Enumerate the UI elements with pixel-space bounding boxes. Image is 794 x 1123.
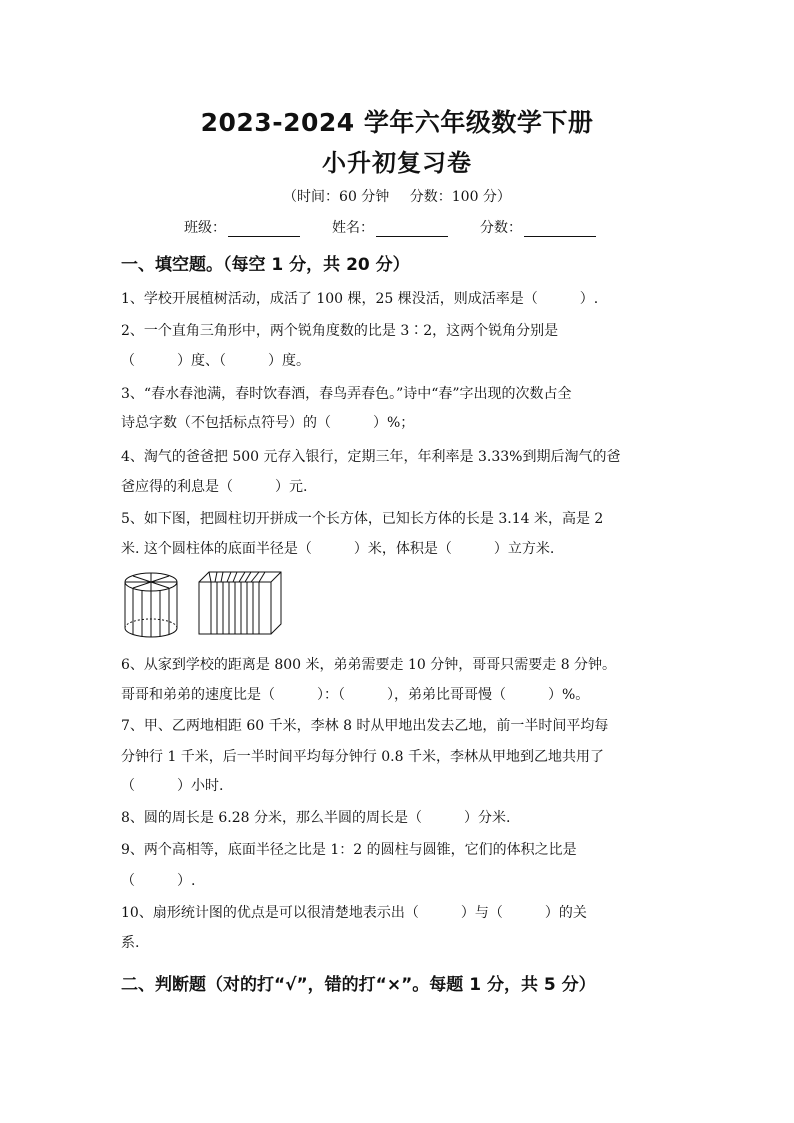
question-3-line-1: 3、“春水春池满，春时饮春酒，春鸟弄春色。”诗中“春”字出现的次数占全 xyxy=(121,386,572,402)
question-2-line-2: （ ）度、（ ）度。 xyxy=(121,353,310,369)
name-label: 姓名： xyxy=(332,220,374,236)
question-2-line-1: 2、一个直角三角形中，两个锐角度数的比是 3∶2，这两个锐角分别是 xyxy=(121,323,559,339)
question-7-line-2: 分钟行 1 千米，后一半时间平均每分钟行 0.8 千米，李林从甲地到乙地共用了 xyxy=(121,749,604,765)
section-heading-fill-in: 一、填空题。（每空 1 分，共 20 分） xyxy=(121,255,410,275)
class-label: 班级： xyxy=(184,220,226,236)
class-field xyxy=(184,217,300,237)
class-blank[interactable] xyxy=(228,221,300,237)
question-10-line-1: 10、扇形统计图的优点是可以很清楚地表示出（ ）与（ ）的关 xyxy=(121,905,587,921)
time-limit: （时间：60 分钟 xyxy=(283,189,390,205)
question-4-line-1: 4、淘气的爸爸把 500 元存入银行，定期三年，年利率是 3.33%到期后淘气的爸 xyxy=(121,449,621,465)
question-6-line-1: 6、从家到学校的距离是 800 米，弟弟需要走 10 分钟，哥哥只需要走 8 分钟。 xyxy=(121,657,617,673)
name-field xyxy=(332,217,448,237)
score-label: 分数： xyxy=(480,220,522,236)
exam-meta xyxy=(0,186,794,206)
question-6-line-2: 哥哥和弟弟的速度比是（ ）：（ ），弟弟比哥哥慢（ ）%。 xyxy=(121,687,590,703)
question-5-line-1: 5、如下图，把圆柱切开拼成一个长方体，已知长方体的长是 3.14 米，高是 2 xyxy=(121,511,604,527)
question-5-line-2: 米. 这个圆柱体的底面半径是（ ）米，体积是（ ）立方米. xyxy=(121,541,555,557)
question-9-line-1: 9、两个高相等，底面半径之比是 1：2 的圆柱与圆锥，它们的体积之比是 xyxy=(121,842,577,858)
question-7-line-1: 7、甲、乙两地相距 60 千米，李林 8 时从甲地出发去乙地，前一半时间平均每 xyxy=(121,718,609,734)
score-blank[interactable] xyxy=(524,221,596,237)
score-field xyxy=(480,217,596,237)
section-heading-true-false: 二、判断题（对的打“√”，错的打“×”。每题 1 分，共 5 分） xyxy=(121,975,596,995)
cylinder-shape xyxy=(125,573,177,637)
student-info-fields xyxy=(184,217,596,237)
exam-subtitle: 小升初复习卷 xyxy=(322,149,472,177)
total-score: 分数：100 分） xyxy=(409,189,511,205)
cylinder-to-cuboid-figure xyxy=(121,568,291,640)
question-8: 8、圆的周长是 6.28 分米，那么半圆的周长是（ ）分米. xyxy=(121,810,511,826)
question-10-line-2: 系. xyxy=(121,935,140,951)
name-blank[interactable] xyxy=(376,221,448,237)
exam-title: 2023-2024 学年六年级数学下册 xyxy=(200,108,594,137)
question-9-line-2: （ ）. xyxy=(121,873,196,889)
question-3-line-2: 诗总字数（不包括标点符号）的（ ）%； xyxy=(121,415,415,431)
question-7-line-3: （ ）小时. xyxy=(121,778,224,794)
question-1: 1、学校开展植树活动，成活了 100 棵，25 棵没活，则成活率是（ ）. xyxy=(121,291,599,307)
cuboid-shape xyxy=(199,572,281,634)
question-4-line-2: 爸应得的利息是（ ）元. xyxy=(121,479,308,495)
